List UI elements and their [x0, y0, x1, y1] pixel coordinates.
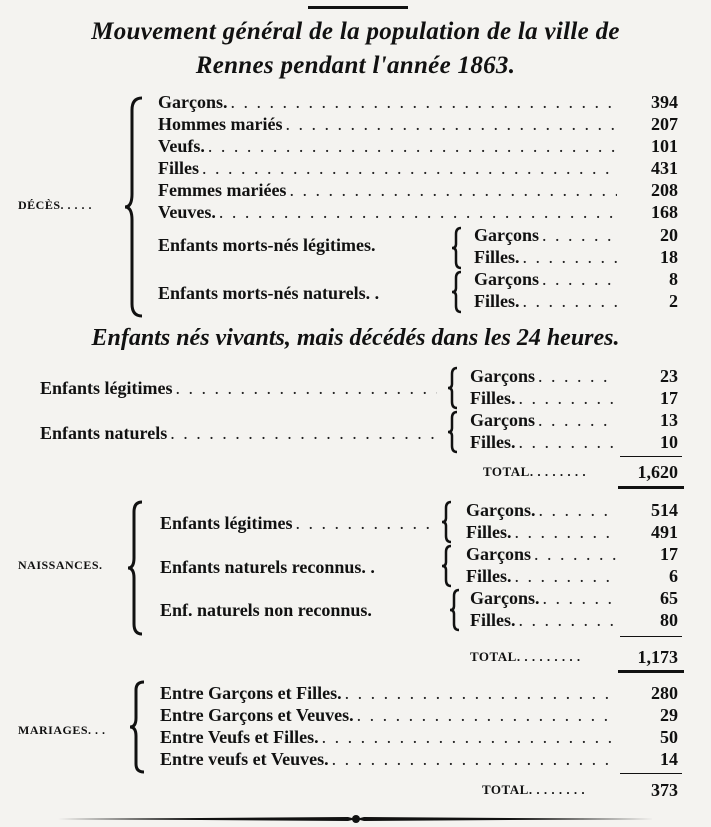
sub-value: 18: [660, 247, 678, 267]
mort-nes-legitimes-label: Enfants morts-nés légitimes.: [158, 235, 376, 255]
sub-value: 17: [660, 544, 678, 564]
sub-value: 13: [660, 410, 678, 430]
mariages-row: Entre Veufs et Filles. . . .: [160, 726, 620, 748]
sub-value: 20: [660, 225, 678, 245]
deces-brace: [124, 96, 146, 318]
sub-value: 65: [660, 588, 678, 608]
deces-row: Veuves. . . .: [158, 201, 620, 223]
total-rule: [620, 773, 682, 774]
nes-vivants-brace: [446, 366, 460, 410]
sub-row: Garçons . . .: [474, 268, 620, 290]
sub-value: 10: [660, 432, 678, 452]
sub-value: 6: [669, 566, 678, 586]
sub-row: Garçons. . . .: [466, 499, 620, 521]
nes-vivants-total-label: TOTAL. . . . . . . .: [483, 464, 587, 479]
mariages-row: Entre Garçons et Filles. . . .: [160, 682, 620, 704]
mariages-value: 29: [660, 705, 678, 725]
deces-value: 101: [651, 136, 678, 156]
top-rule: [308, 6, 408, 9]
mariages-side-label: MARIAGES. . .: [18, 723, 106, 737]
sub-value: 2: [669, 291, 678, 311]
naissances-total-label: TOTAL. . . . . . . . .: [470, 649, 581, 664]
deces-value: 168: [651, 202, 678, 222]
sub-row: Filles. . . .: [474, 246, 620, 268]
total-underline: [618, 670, 684, 673]
deces-value: 431: [651, 158, 678, 178]
sub-row: Filles. . . .: [474, 290, 620, 312]
naissances-sub-brace: [440, 544, 454, 588]
deces-value: 208: [651, 180, 678, 200]
sub-row: Garçons . . .: [470, 365, 620, 387]
mariages-brace: [128, 680, 148, 774]
sub-row: Filles. . . .: [470, 431, 620, 453]
sub-row: Filles. . . .: [470, 609, 620, 631]
sub-row: Filles. . . .: [470, 387, 620, 409]
naissances-sub-brace: [440, 500, 454, 544]
sub-row: Filles. . . .: [466, 521, 620, 543]
deces-row: Filles . . .: [158, 157, 620, 179]
naissances-sub-brace: [448, 588, 462, 632]
naissances-side-label: NAISSANCES.: [18, 558, 103, 572]
mariages-total-value: 373: [651, 780, 678, 800]
sub-value: 491: [651, 522, 678, 542]
total-rule: [620, 636, 682, 637]
naissances-brace: [126, 500, 146, 636]
sub-row: Garçons. . . .: [470, 587, 620, 609]
sub-value: 514: [651, 500, 678, 520]
nes-vivants-heading: Enfants nés vivants, mais décédés dans les 24 heures.: [91, 325, 620, 351]
naissances-group-label: Enf. naturels non reconnus.: [160, 600, 372, 620]
deces-row: Hommes mariés . . .: [158, 113, 620, 135]
mariages-row: Entre veufs et Veuves. . . .: [160, 748, 620, 770]
deces-row: Veufs. . . .: [158, 135, 620, 157]
total-underline: [618, 486, 684, 489]
nes-vivants-brace: [446, 410, 460, 454]
sub-row: Garçons . . .: [474, 224, 620, 246]
deces-row: Femmes mariées . . .: [158, 179, 620, 201]
sub-row: Garçons . . .: [466, 543, 620, 565]
deces-value: 394: [651, 92, 678, 112]
nes-vivants-group-label: Enfants naturels . . .: [40, 422, 440, 444]
sub-value: 80: [660, 610, 678, 630]
nes-vivants-total-value: 1,620: [637, 462, 678, 482]
sub-row: Garçons . . .: [470, 409, 620, 431]
deces-row: Garçons. . . .: [158, 91, 620, 113]
title-line-1: Mouvement général de la population de la ville de: [91, 18, 620, 45]
nes-vivants-group-label: Enfants légitimes . . .: [40, 377, 440, 399]
mort-nes-legitimes-brace: [450, 226, 464, 270]
title-line-2: Rennes pendant l'année 1863.: [195, 52, 516, 79]
naissances-total-value: 1,173: [637, 647, 678, 667]
sub-value: 8: [669, 269, 678, 289]
deces-side-label: DÉCÈS. . . . .: [18, 198, 93, 212]
mariages-row: Entre Garçons et Veuves. . . .: [160, 704, 620, 726]
mariages-value: 50: [660, 727, 678, 747]
mort-nes-naturels-label: Enfants morts-nés naturels. .: [158, 283, 380, 303]
bottom-ornament: [56, 812, 656, 826]
mariages-value: 14: [660, 749, 678, 769]
mariages-total-label: TOTAL. . . . . . . .: [482, 782, 586, 797]
naissances-group-label: Enfants naturels reconnus. .: [160, 557, 375, 577]
total-rule: [620, 456, 682, 457]
sub-value: 23: [660, 366, 678, 386]
mariages-value: 280: [651, 683, 678, 703]
sub-row: Filles. . . .: [466, 565, 620, 587]
sub-value: 17: [660, 388, 678, 408]
deces-value: 207: [651, 114, 678, 134]
mort-nes-naturels-brace: [450, 270, 464, 314]
naissances-group-label: Enfants légitimes . . .: [160, 512, 438, 534]
